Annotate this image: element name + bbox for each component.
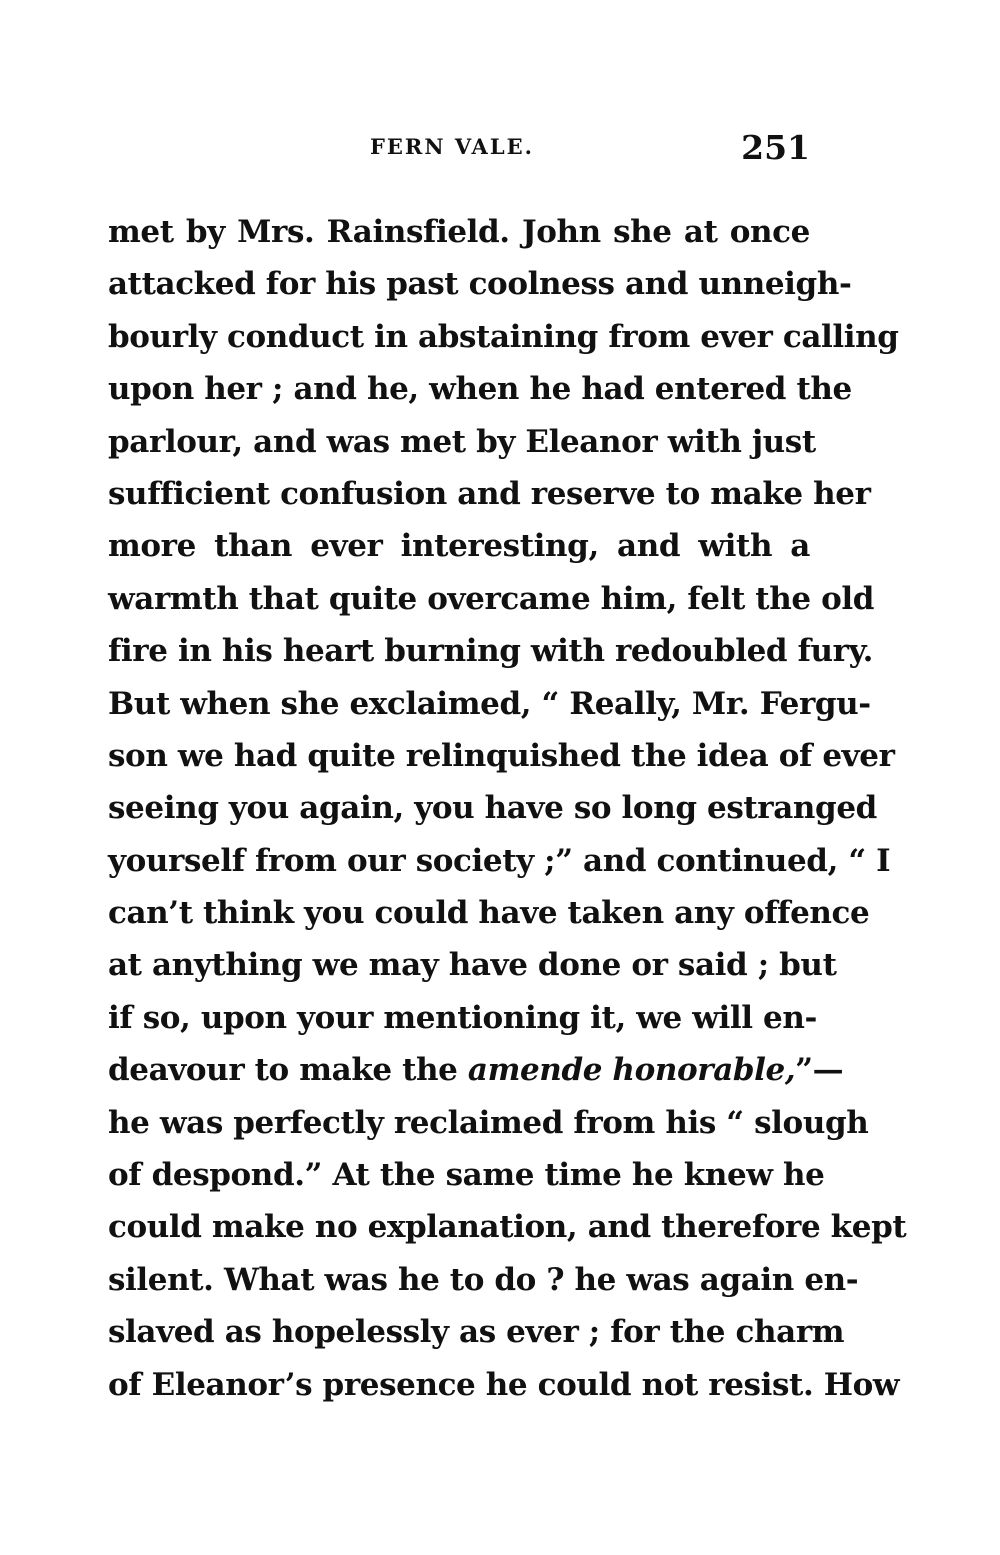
text-line: bourly conduct in abstaining from ever calling <box>108 318 899 355</box>
text-line: upon her ; and he, when he had entered the <box>108 371 852 408</box>
text-line: sufficient confusion and reserve to make her <box>108 475 871 512</box>
text-line-with-italic <box>108 1044 844 1096</box>
running-head <box>108 128 810 168</box>
text-line: more than ever interesting, and with a <box>108 528 810 565</box>
text-segment: deavour to make the <box>108 1052 468 1089</box>
text-line: attacked for his past coolness and unneigh- <box>108 266 852 303</box>
text-line: of despond.” At the same time he knew he <box>108 1157 825 1194</box>
text-segment: ”— <box>795 1052 844 1089</box>
text-line: seeing you again, you have so long estranged <box>108 790 877 827</box>
text-line: parlour, and was met by Eleanor with just <box>108 423 816 460</box>
text-line: silent. What was he to do ? he was again en- <box>108 1261 859 1298</box>
text-line: warmth that quite overcame him, felt the old <box>108 580 875 617</box>
italic-phrase: amende honorable, <box>467 1052 796 1089</box>
text-line: son we had quite relinquished the idea of ever <box>108 737 895 774</box>
text-line: can’t think you could have taken any offence <box>108 895 870 932</box>
text-line: at anything we may have done or said ; but <box>108 947 837 984</box>
text-line: yourself from our society ;” and continued, “ I <box>108 842 891 879</box>
body-text <box>108 206 907 1411</box>
text-line: if so, upon your mentioning it, we will en- <box>108 999 817 1036</box>
text-line: could make no explanation, and therefore kept <box>108 1209 907 1246</box>
text-line: fire in his heart burning with redoubled fury. <box>108 633 874 670</box>
text-line: he was perfectly reclaimed from his “ slough <box>108 1104 869 1141</box>
text-line: of Eleanor’s presence he could not resist. How <box>108 1366 900 1403</box>
text-line: met by Mrs. Rainsfield. John she at once <box>108 214 810 250</box>
text-line: But when she exclaimed, “ Really, Mr. Fergu- <box>108 685 871 722</box>
page-number: 251 <box>741 128 810 167</box>
text-line: slaved as hopelessly as ever ; for the charm <box>108 1314 845 1351</box>
running-title: FERN VALE. <box>370 134 534 159</box>
